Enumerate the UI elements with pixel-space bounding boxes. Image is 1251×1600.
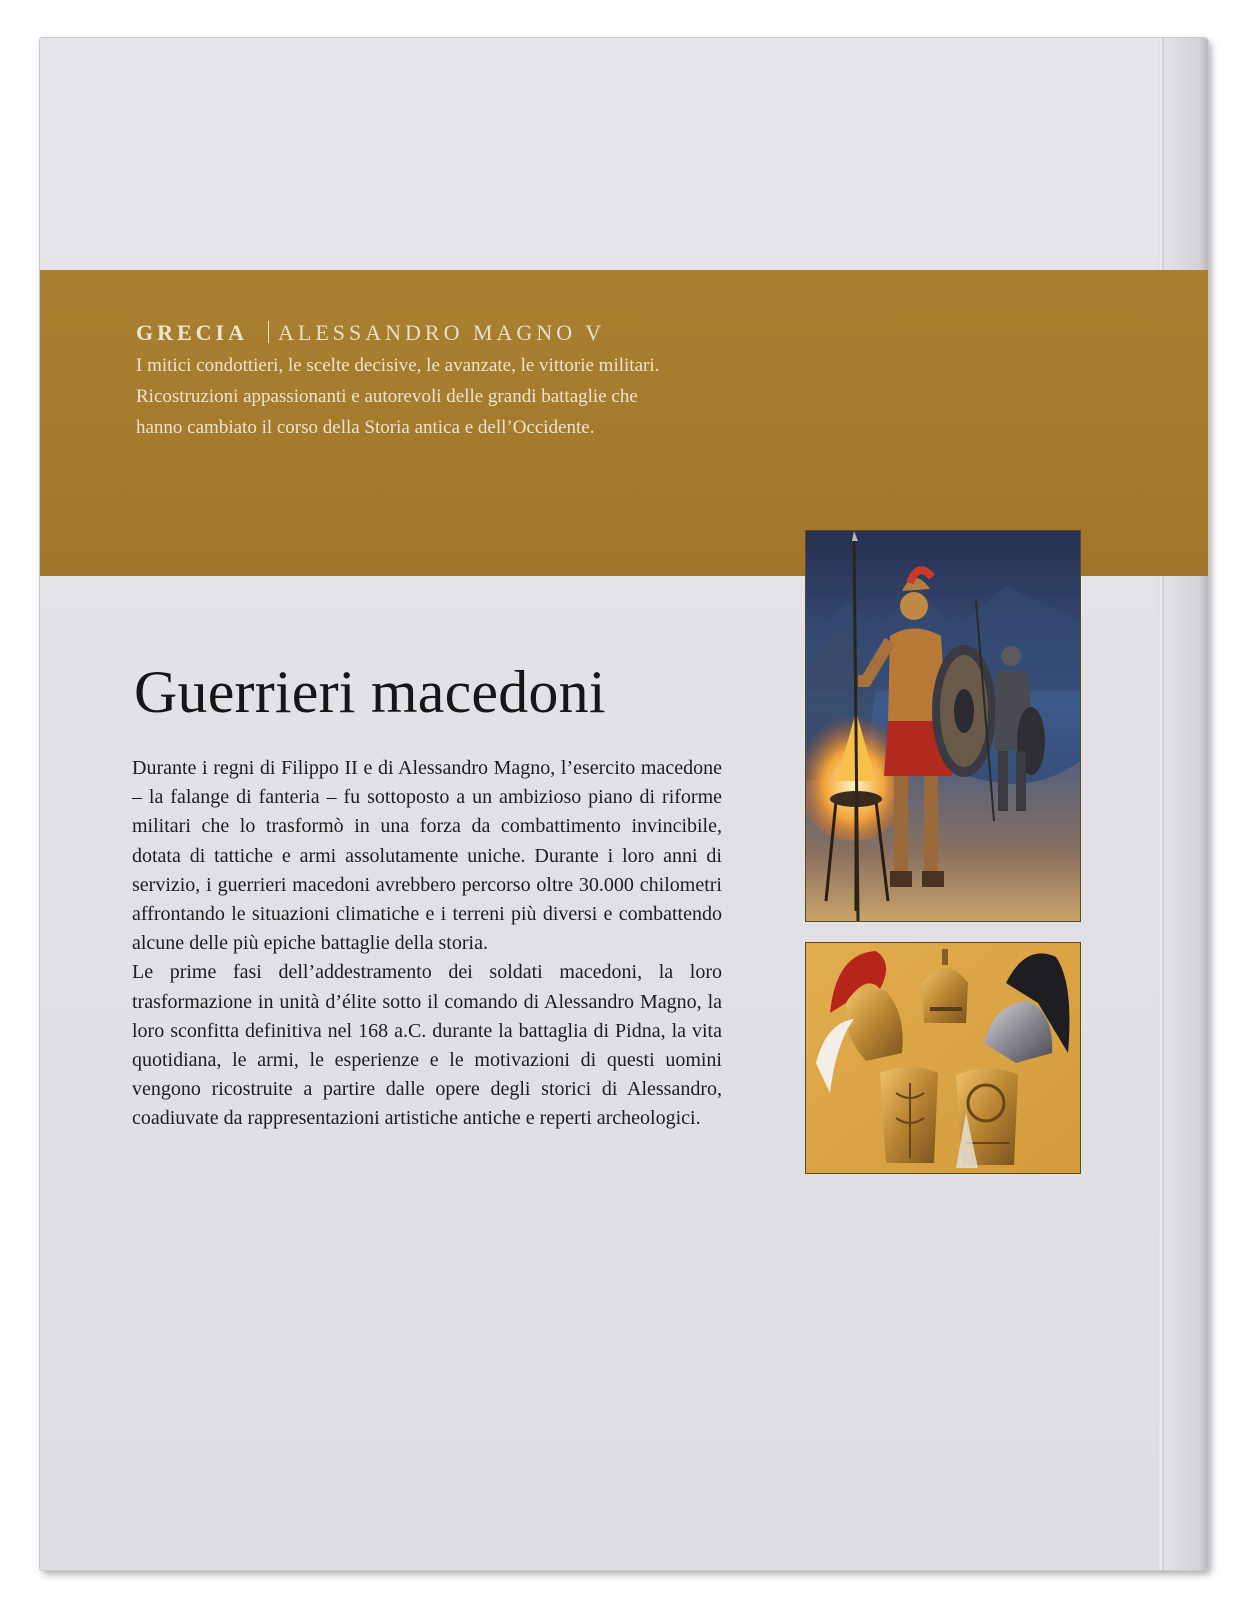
blurb [132,754,722,1134]
series-heading [136,320,605,346]
series-line: I mitici condottieri, le scelte decisive, le avanzate, le vittorie militari. [136,355,660,376]
series-separator [268,321,269,343]
series-description [136,350,776,443]
series-line: hanno cambiato il corso della Storia antica e dell’Occidente. [136,417,595,438]
blurb-paragraph: Durante i regni di Filippo II e di Alessandro Magno, l’esercito macedone – la falange di fanteria – fu sottoposto a un ambizioso piano di riforme militari che lo trasformò in una forza da combattimento invincibile, dotata di tattiche e armi assolutamente uniche. Durante i loro anni di servizio, i guerrieri macedoni avrebbero percorso oltre 30.000 chilometri affrontando le situazioni climatiche e i terreni più diversi e combattendo alcune delle più epiche battaglie della storia. [132,757,722,955]
armor-painting [806,943,1080,1173]
warrior-painting [806,531,1080,921]
blurb-paragraph: Le prime fasi dell’addestramento dei soldati macedoni, la loro trasformazione in unità d’élite sotto il comando di Alessandro Magno, la loro sconfitta definitiva nel 168 a.C. durante la battaglia di Pidna, la vita quotidiana, le armi, le esperienze e le motivazioni di questi uomini vengono ricostruite a partire dalle opere degli storici di Alessandro, coadiuvate da rappresentazioni artistiche antiche e reperti archeologici. [132,961,722,1130]
spine-edge [1164,38,1208,1570]
armor-illustration [805,942,1081,1174]
book-back-cover [40,38,1208,1570]
book-title: Guerrieri macedoni [134,659,606,725]
series-line: Ricostruzioni appassionanti e autorevoli delle grandi battaglie che [136,386,638,407]
warrior-illustration [805,530,1081,922]
series-name: ALESSANDRO MAGNO V [278,320,606,345]
series-category: GRECIA [136,320,249,345]
